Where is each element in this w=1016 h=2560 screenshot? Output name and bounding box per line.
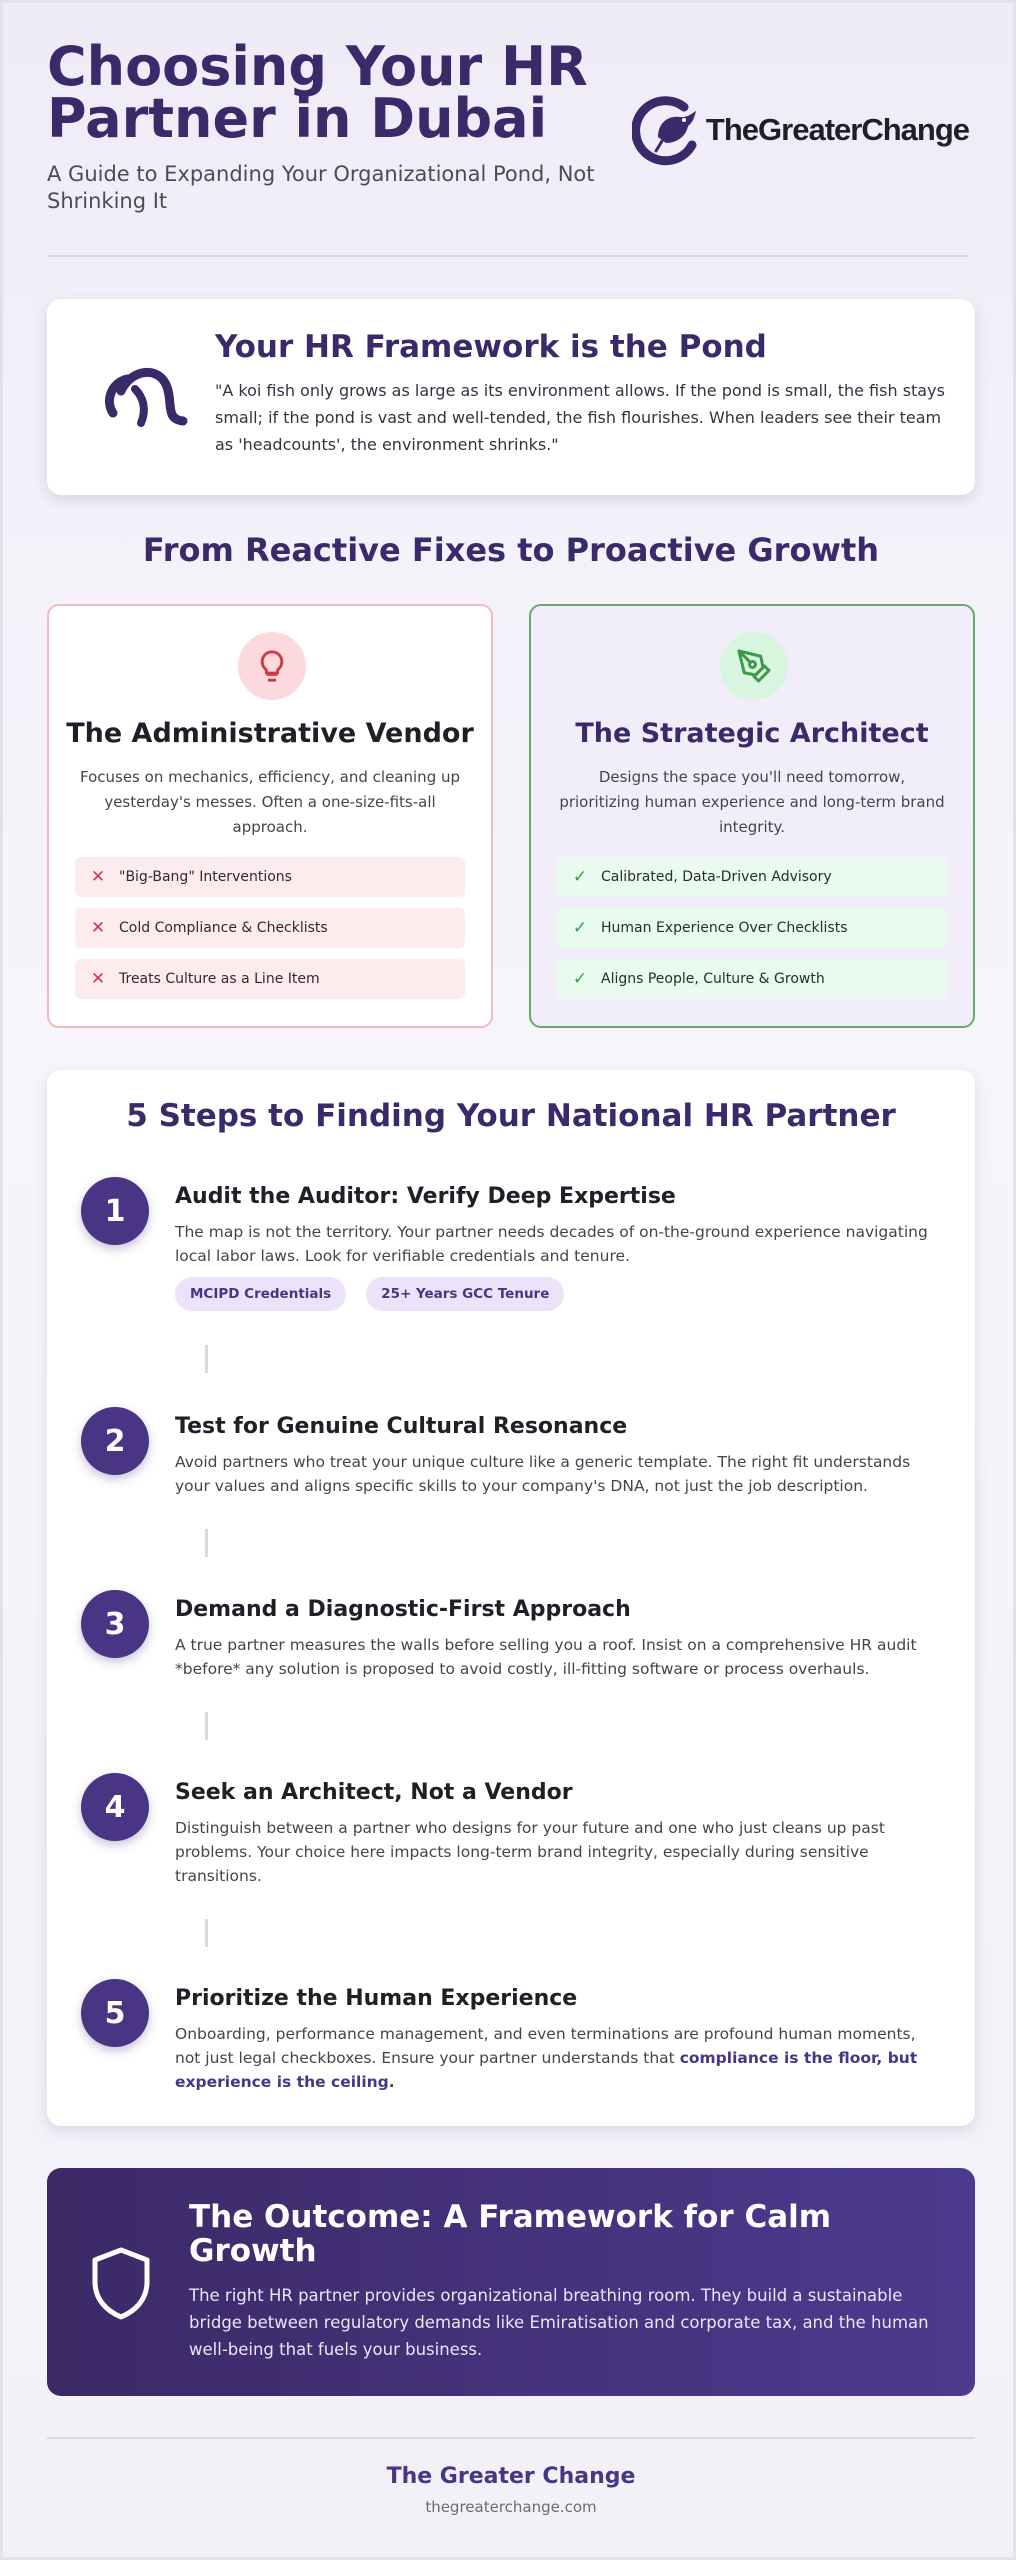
architect-icon-badge (720, 632, 788, 700)
step-number: 4 (81, 1773, 149, 1841)
list-item (557, 908, 947, 948)
step-title: Demand a Diagnostic-First Approach (175, 1597, 631, 1622)
check-icon: ✓ (572, 867, 588, 887)
tag-credentials: MCIPD Credentials (175, 1277, 346, 1311)
step-title: Seek an Architect, Not a Vendor (175, 1780, 573, 1805)
list-item-label: Treats Culture as a Line Item (119, 971, 320, 987)
vendor-list (75, 857, 465, 1010)
x-mark-icon: ✕ (90, 969, 106, 989)
step-connector (205, 1919, 208, 1947)
brand-logo (632, 93, 969, 167)
list-item (557, 857, 947, 897)
x-mark-icon: ✕ (90, 867, 106, 887)
step-number: 2 (81, 1407, 149, 1475)
outcome-text: The right HR partner provides organizational breathing room. They build a sustainable bridge between regulatory demands like Emiratisation and corporate tax, and the human well-being that fuels your business. (189, 2286, 929, 2359)
outcome-banner (47, 2168, 975, 2396)
step-number: 1 (81, 1177, 149, 1245)
vendor-card (47, 604, 493, 1028)
step-text: A true partner measures the walls before selling you a roof. Insist on a comprehensive HR audit *before* any solution is proposed to avoid costly, ill-fitting software or process overhauls. (175, 1636, 917, 1678)
step-number: 5 (81, 1979, 149, 2047)
vendor-icon-badge (238, 632, 306, 700)
step-text-emphasis: compliance is the floor, but experience is the ceiling. (175, 2049, 918, 2091)
koi-fish-icon (97, 361, 197, 433)
architect-title: The Strategic Architect (575, 718, 929, 749)
list-item (75, 908, 465, 948)
list-item-label: Aligns People, Culture & Growth (601, 971, 825, 987)
architect-description: Designs the space you'll need tomorrow, prioritizing human experience and long-term brand integrity. (559, 768, 945, 836)
pond-quote: "A koi fish only grows as large as its environment allows. If the pond is small, the fish stays small; if the pond is vast and well-tended, the fish flourishes. When leaders see their team as 'headcounts', the environment shrinks." (215, 381, 945, 454)
tag-tenure: 25+ Years GCC Tenure (366, 1277, 564, 1311)
header (47, 3, 969, 257)
outcome-title: The Outcome: A Framework for Calm Growth (189, 2199, 832, 2269)
page-title: Choosing Your HR Partner in Dubai (47, 35, 588, 150)
architect-card (529, 604, 975, 1028)
list-item (75, 959, 465, 999)
pen-nib-icon (736, 648, 772, 684)
vendor-description: Focuses on mechanics, efficiency, and cleaning up yesterday's messes. Often a one-size-fits-all approach. (79, 768, 461, 836)
vendor-title: The Administrative Vendor (66, 718, 474, 749)
footer-brand-name: The Greater Change (386, 2464, 636, 2489)
step-connector (205, 1529, 208, 1557)
step-text: The map is not the territory. Your partner needs decades of on-the-ground experience navigating local labor laws. Look for verifiable credentials and tenure. (175, 1223, 928, 1265)
step-connector (205, 1712, 208, 1740)
architect-list (557, 857, 947, 1010)
logo-text: TheGreaterChange (705, 112, 969, 147)
pond-title: Your HR Framework is the Pond (215, 329, 767, 365)
step-text (175, 2022, 945, 2094)
list-item (75, 857, 465, 897)
footer-url-link[interactable]: thegreaterchange.com (425, 2498, 597, 2516)
shield-icon (87, 2244, 155, 2322)
pond-card (47, 299, 975, 495)
list-item-label: Calibrated, Data-Driven Advisory (601, 869, 832, 885)
steps-card (47, 1070, 975, 2126)
x-mark-icon: ✕ (90, 918, 106, 938)
step-title: Audit the Auditor: Verify Deep Expertise (175, 1184, 676, 1209)
step-title: Test for Genuine Cultural Resonance (175, 1414, 628, 1439)
steps-title: 5 Steps to Finding Your National HR Partner (126, 1098, 896, 1134)
step-text: Distinguish between a partner who designs for your future and one who just cleans up past problems. Your choice here impacts long-term brand integrity, especially during sensitive transitions. (175, 1819, 885, 1885)
list-item (557, 959, 947, 999)
credential-tags (175, 1277, 564, 1311)
check-icon: ✓ (572, 969, 588, 989)
step-text: Avoid partners who treat your unique culture like a generic template. The right fit understands your values and aligns specific skills to your company's DNA, not just the job description. (175, 1453, 911, 1495)
list-item-label: Human Experience Over Checklists (601, 920, 848, 936)
step-connector (205, 1345, 208, 1373)
footer-divider (47, 2437, 975, 2439)
list-item-label: "Big-Bang" Interventions (119, 869, 292, 885)
step-title: Prioritize the Human Experience (175, 1986, 578, 2011)
step-text-body: Onboarding, performance management, and even terminations are profound human moments, not just legal checkboxes. Ensure your partner understands that (175, 2025, 916, 2067)
lightbulb-icon (255, 649, 289, 683)
bird-logo-icon (632, 93, 704, 167)
check-icon: ✓ (572, 918, 588, 938)
comparison-heading: From Reactive Fixes to Proactive Growth (142, 531, 880, 569)
list-item-label: Cold Compliance & Checklists (119, 920, 328, 936)
page-subtitle: A Guide to Expanding Your Organizational Pond, Not Shrinking It (47, 162, 595, 213)
step-number: 3 (81, 1590, 149, 1658)
